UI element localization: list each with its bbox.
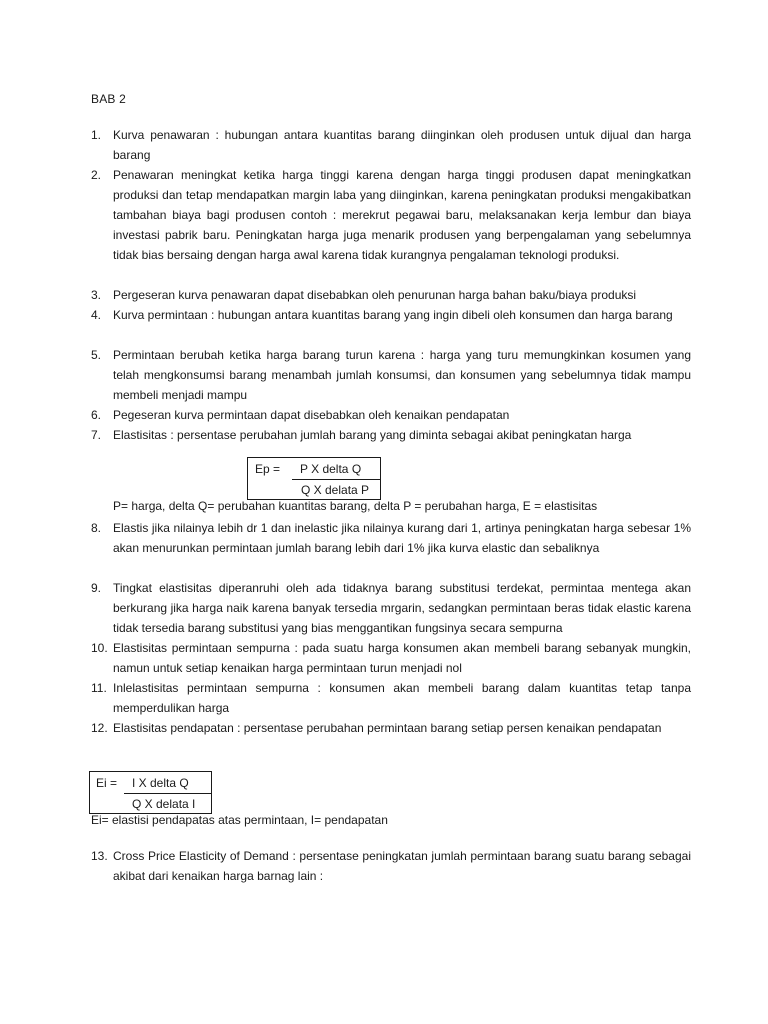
list-item — [91, 678, 691, 718]
list-item-number: 7. — [91, 428, 102, 442]
formula-ep-fraction-line — [292, 479, 380, 480]
list-item — [91, 125, 691, 165]
list-item — [91, 305, 691, 325]
list-item-text: Pegeseran kurva permintaan dapat disebabkan oleh kenaikan pendapatan — [113, 408, 510, 422]
list-item — [91, 425, 691, 445]
list-item-text: Elastisitas : persentase perubahan jumlah barang yang diminta sebagai akibat peningkatan harga — [113, 428, 632, 442]
list-item — [91, 638, 691, 678]
list-item-number: 6. — [91, 408, 102, 422]
list-item — [91, 578, 691, 638]
formula-ei-fraction-line — [124, 793, 211, 794]
list-item-text: Cross Price Elasticity of Demand : persentase peningkatan jumlah permintaan barang suatu barang sebagai akibat dari kenaikan harga barnag lain : — [113, 849, 691, 883]
list-item — [91, 165, 691, 265]
list-item-number: 2. — [91, 168, 102, 182]
list-item-text: Penawaran meningkat ketika harga tinggi karena dengan harga tinggi produsen dapat meningkatkan produksi dan tetap mendapatkan margin laba yang diinginkan, karena peningkatan produksi mengakibatkan tambahan biaya bagi produsen contoh : merekrut pegawai baru, melaksanakan kerja lembur dan biaya investasi pabrik baru. Peningkatan harga juga menarik produsen yang berpengalaman yang sebelumnya tidak bias bersaing dengan harga awal karena tidak kurangnya pengalaman teknologi produksi. — [113, 168, 691, 262]
list-item — [91, 345, 691, 405]
formula-ep-note: P= harga, delta Q= perubahan kuantitas barang, delta P = perubahan harga, E = elastisitas — [113, 499, 598, 513]
list-item-number: 1. — [91, 128, 102, 142]
formula-ep-denominator: Q X delata P — [301, 483, 370, 497]
formula-ei-note: Ei= elastisi pendapatas atas permintaan, I= pendapatan — [91, 813, 388, 827]
list-item-text: Elastisitas permintaan sempurna : pada suatu harga konsumen akan membeli barang sebanyak mungkin, namun untuk setiap kenaikan harga permintaan turun menjadi nol — [113, 641, 691, 675]
formula-ei-label: Ei = — [96, 776, 118, 790]
list-item — [91, 718, 691, 738]
list-item-text: Elastisitas pendapatan : persentase perubahan permintaan barang setiap persen kenaikan pendapatan — [113, 721, 662, 735]
formula-ei-box — [89, 771, 212, 814]
list-item — [91, 285, 691, 305]
formula-ep-numerator: P X delta Q — [300, 462, 362, 476]
list-item-number: 10. — [91, 641, 108, 655]
list-item-number: 3. — [91, 288, 102, 302]
list-item-number: 5. — [91, 348, 102, 362]
list-item-text: Permintaan berubah ketika harga barang turun karena : harga yang turu memungkinkan kosumen yang telah mengkonsumsi barang menambah jumlah konsumsi, dan konsumen yang sebelumnya tidak mampu membeli menjadi mampu — [113, 348, 691, 402]
list-item-text: Tingkat elastisitas diperanruhi oleh ada tidaknya barang substitusi terdekat, permintaa mentega akan berkurang jika harga naik karena banyak tersedia mrgarin, sedangkan permintaan beras tidak elastic karena tidak tersedia barang substitusi yang bias menggantikan fungsinya secara sempurna — [113, 581, 691, 635]
chapter-heading: BAB 2 — [91, 92, 127, 106]
list-item — [91, 518, 691, 558]
formula-ei-numerator: I X delta Q — [132, 776, 189, 790]
list-item — [91, 846, 691, 886]
list-item-number: 11. — [91, 681, 107, 695]
list-item — [91, 405, 691, 425]
list-item-text: Kurva penawaran : hubungan antara kuantitas barang diinginkan oleh produsen untuk dijual dan harga barang — [113, 128, 691, 162]
list-item-text: Inlelastisitas permintaan sempurna : konsumen akan membeli barang dalam kuantitas tetap tanpa memperdulikan harga — [113, 681, 691, 715]
formula-ep-box — [247, 457, 381, 500]
list-item-text: Kurva permintaan : hubungan antara kuantitas barang yang ingin dibeli oleh konsumen dan harga barang — [113, 308, 673, 322]
formula-ei-denominator: Q X delata I — [132, 797, 196, 811]
list-item-number: 13. — [91, 849, 108, 863]
list-item-number: 4. — [91, 308, 102, 322]
list-item-text: Pergeseran kurva penawaran dapat disebabkan oleh penurunan harga bahan baku/biaya produksi — [113, 288, 637, 302]
list-item-number: 12. — [91, 721, 108, 735]
list-item-number: 9. — [91, 581, 102, 595]
list-item-text: Elastis jika nilainya lebih dr 1 dan inelastic jika nilainya kurang dari 1, artinya peningkatan harga sebesar 1% akan menurunkan permintaan jumlah barang lebih dari 1% jika kurva elastic dan sebaliknya — [113, 521, 691, 555]
formula-ep-label: Ep = — [255, 462, 281, 476]
list-item-number: 8. — [91, 521, 102, 535]
